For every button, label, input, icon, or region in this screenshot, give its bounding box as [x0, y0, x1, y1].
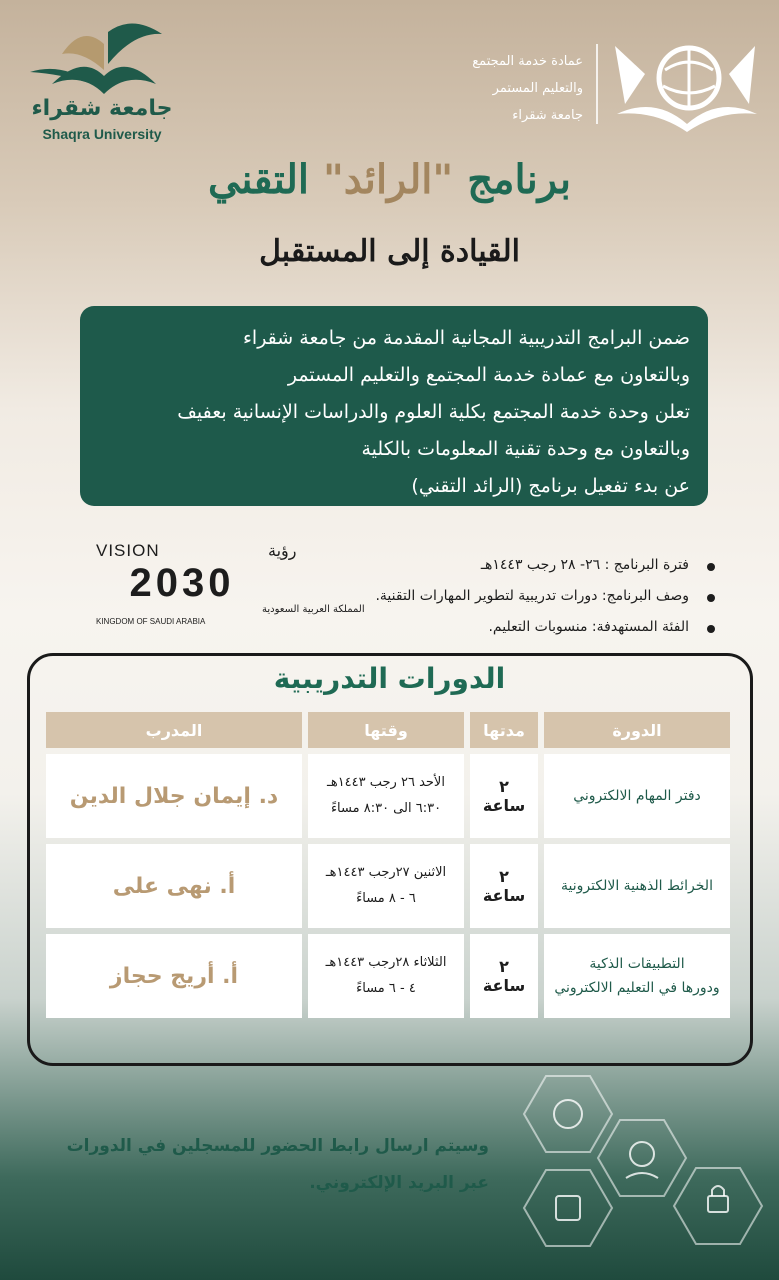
- course-name-line2: ودورها في التعليم الالكتروني: [554, 980, 720, 996]
- intro-line: عن بدء تفعيل برنامج (الرائد التقني): [411, 475, 690, 497]
- table-row: [46, 844, 730, 928]
- footer-line: وسيتم ارسال رابط الحضور للمسجلين في الدورات: [66, 1136, 489, 1156]
- university-name-ar: جامعة شقراء: [31, 96, 173, 121]
- deanship-globe-book-logo: [605, 34, 765, 134]
- intro-line: وبالتعاون مع وحدة تقنية المعلومات بالكلية: [361, 438, 690, 460]
- intro-line: ضمن البرامج التدريبية المجانية المقدمة من جامعة شقراء: [242, 327, 690, 349]
- title-suffix: التقني: [208, 156, 310, 203]
- intro-line: وبالتعاون مع عمادة خدمة المجتمع والتعليم المستمر: [287, 364, 690, 386]
- table-row: [46, 754, 730, 838]
- program-period-item: فترة البرنامج : ٢٦- ٢٨ رجب ١٤٤٣هـ: [277, 550, 717, 581]
- vision-ar-text: رؤية: [268, 541, 297, 560]
- header-trainer: المدرب: [46, 712, 302, 748]
- header-duration: مدتها: [470, 712, 538, 748]
- vision-kingdom-en: KINGDOM OF SAUDI ARABIA: [96, 617, 206, 626]
- course-time-cell: [308, 844, 464, 928]
- vision-2030-logo: [92, 540, 365, 626]
- deanship-line: عمادة خدمة المجتمع: [472, 54, 583, 69]
- title-prefix: برنامج: [467, 156, 571, 203]
- footer-line: عبر البريد الإلكتروني.: [309, 1173, 489, 1193]
- footer-note: [19, 1128, 489, 1202]
- header-course: الدورة: [544, 712, 730, 748]
- university-name-en: Shaqra University: [42, 126, 162, 142]
- courses-table: [40, 706, 736, 1024]
- title-highlight: "الرائد": [322, 156, 454, 203]
- program-details-list: [277, 550, 717, 643]
- course-date: الأحد ٢٦ رجب ١٤٤٣هـ: [327, 775, 445, 790]
- course-hours: ٤ - ٦ مساءً: [356, 981, 416, 996]
- program-title: [0, 156, 779, 203]
- course-duration: ٢ ساعة: [470, 754, 538, 838]
- course-hours: ٦ - ٨ مساءً: [356, 891, 416, 906]
- course-name: دفتر المهام الالكتروني: [573, 788, 701, 804]
- deanship-line: جامعة شقراء: [512, 108, 583, 123]
- course-trainer: أ. نهى على: [46, 844, 302, 928]
- course-name: الخرائط الذهنية الالكترونية: [561, 878, 713, 894]
- deanship-line: والتعليم المستمر: [492, 81, 583, 96]
- course-hours: ٦:٣٠ الى ٨:٣٠ مساءً: [330, 801, 442, 816]
- program-subtitle: القيادة إلى المستقبل: [259, 234, 520, 269]
- course-time-cell: [308, 934, 464, 1018]
- target-audience-item: الفئة المستهدفة: منسوبات التعليم.: [277, 612, 717, 643]
- intro-box: [80, 306, 708, 506]
- course-duration: ٢ ساعة: [470, 934, 538, 1018]
- course-duration: ٢ ساعة: [470, 844, 538, 928]
- course-trainer: أ. أريج حجاز: [46, 934, 302, 1018]
- courses-title: الدورات التدريبية: [273, 662, 506, 695]
- course-name-cell: [544, 844, 730, 928]
- program-description-item: وصف البرنامج: دورات تدريبية لتطوير المهارات التقنية.: [277, 581, 717, 612]
- header-time: وقتها: [308, 712, 464, 748]
- intro-line: تعلن وحدة خدمة المجتمع بكلية العلوم والدراسات الإنسانية بعفيف: [177, 401, 690, 423]
- course-trainer: د. إيمان جلال الدين: [46, 754, 302, 838]
- vision-en-text: VISION: [96, 541, 160, 560]
- vision-kingdom-ar: المملكة العربية السعودية: [262, 604, 365, 615]
- deanship-name: [433, 48, 583, 129]
- course-time-cell: [308, 754, 464, 838]
- course-name: التطبيقات الذكية: [589, 956, 685, 972]
- vision-year-text: 2030: [129, 561, 235, 605]
- table-row: [46, 934, 730, 1018]
- course-date: الاثنين ٢٧رجب ١٤٤٣هـ: [325, 865, 447, 880]
- course-date: الثلاثاء ٢٨رجب ١٤٤٣هـ: [325, 955, 447, 970]
- courses-header-row: [46, 712, 730, 748]
- course-name-cell: [544, 934, 730, 1018]
- course-name-cell: [544, 754, 730, 838]
- tech-hexagons-decoration: [486, 1070, 779, 1280]
- deanship-divider: [596, 44, 598, 124]
